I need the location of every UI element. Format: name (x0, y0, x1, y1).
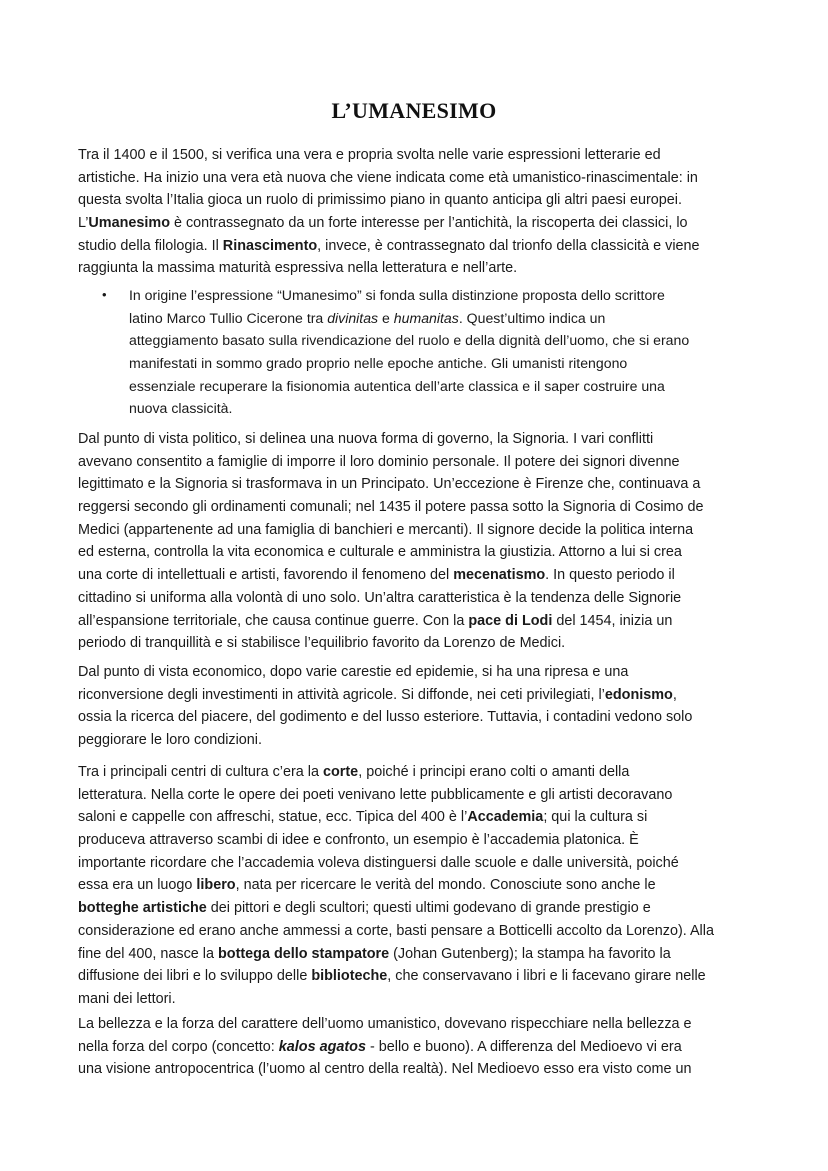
bold-term: botteghe artistiche (78, 900, 207, 917)
text-line: studio della filologia. Il Rinascimento, invece, è contrassegnato dal trionfo della classicità e viene (78, 237, 700, 254)
text-line: fine del 400, nasce la bottega dello stampatore (Johan Gutenberg); la stampa ha favorito la (78, 945, 671, 962)
paragraph-intro (78, 144, 753, 280)
text-line: Tra i principali centri di cultura c’era la corte, poiché i principi erano colti o amanti della (78, 764, 630, 780)
text-line: Medici (appartenente ad una famiglia di banchieri e mercanti). Il signore decide la politica interna (78, 521, 694, 538)
text-line: mani dei lettori. (78, 990, 176, 1007)
bold-term: mecenatismo (453, 567, 546, 584)
text-line: all’espansione territoriale, che causa continue guerre. Con la pace di Lodi del 1454, inizia un (78, 612, 673, 629)
text-line: una corte di intellettuali e artisti, favorendo il fenomeno del mecenatismo. In questo periodo il (78, 567, 675, 584)
text-line: essenziale recuperare la fisionomia autentica dell’arte classica e il saper costruire una (129, 377, 665, 394)
text-line: manifestati in sommo grado proprio nelle epoche antiche. Gli umanisti ritengono (129, 355, 628, 372)
text-line: cittadino si uniforma alla volontà di uno solo. Un’altra caratteristica è la tendenza delle Signorie (78, 589, 682, 606)
bold-term: pace di Lodi (468, 612, 553, 629)
text-line: ossia la ricerca del piacere, del godimento e del lusso esteriore. Tuttavia, i contadini vedono solo (78, 709, 693, 726)
text-line: saloni e cappelle con affreschi, statue, ecc. Tipica del 400 è l’Accademia; qui la cultura si (78, 809, 648, 826)
paragraph-culture (78, 761, 753, 1011)
italic-term: divinitas (327, 309, 379, 326)
text-line: letteratura. Nella corte le opere dei poeti venivano lette pubblicamente e gli artisti decoravano (78, 786, 673, 803)
bold-term: Rinascimento (222, 237, 318, 254)
text-line: ed esterna, controlla la vita economica e culturale e amministra la giustizia. Attorno a lui si crea (78, 544, 682, 561)
text-line: importante ricordare che l’accademia voleva distinguersi dalle scuole e dalle università, poiché (78, 854, 679, 871)
text-line: L’Umanesimo è contrassegnato da un forte interesse per l’antichità, la riscoperta dei classici, lo (78, 215, 688, 232)
text-line: diffusione dei libri e lo sviluppo delle biblioteche, che conservavano i libri e li facevano girare nelle (78, 968, 706, 985)
text-line: botteghe artistiche dei pittori e degli scultori; questi ultimi godevano di grande prestigio e (78, 900, 651, 917)
paragraph-economy (78, 661, 753, 752)
text-line: essa era un luogo libero, nata per ricercare le verità del mondo. Conosciute sono anche le (78, 877, 656, 894)
text-line: La bellezza e la forza del carattere dell’uomo umanistico, dovevano rispecchiare nella bellezza e (78, 1016, 692, 1032)
text-line: Dal punto di vista economico, dopo varie carestie ed epidemie, si ha una ripresa e una (78, 664, 629, 680)
bold-term: bottega dello stampatore (218, 945, 390, 962)
text-line: nella forza del corpo (concetto: kalos agatos - bello e buono). A differenza del Medioevo vi era (78, 1038, 682, 1055)
text-line: raggiunta la massima maturità espressiva nella letteratura e nell’arte. (78, 260, 518, 277)
text-line: una visione antropocentrica (l’uomo al centro della realtà). Nel Medioevo esso era visto come un (78, 1061, 692, 1078)
bold-term: corte (323, 764, 359, 780)
text-line: reggersi secondo gli ordinamenti comunali; nel 1435 il potere passa sotto la Signoria di Cosimo de (78, 499, 704, 516)
text-line: produceva attraverso scambi di idee e confronto, un esempio è l’accademia platonica. È (78, 832, 639, 849)
paragraph-beauty (78, 1013, 753, 1081)
text-line: legittimato e la Signoria si trasformava in un Principato. Un’eccezione è Firenze che, continuava a (78, 476, 701, 493)
text-line: Tra il 1400 e il 1500, si verifica una vera e propria svolta nelle varie espressioni letterarie ed (78, 147, 661, 163)
text-line: latino Marco Tullio Cicerone tra divinitas e humanitas. Quest’ultimo indica un (129, 309, 606, 326)
italic-term: humanitas (393, 309, 459, 326)
text-line: Dal punto di vista politico, si delinea una nuova forma di governo, la Signoria. I vari conflitti (78, 431, 654, 447)
text-line: peggiorare le loro condizioni. (78, 732, 262, 749)
bold-term: Accademia (467, 809, 544, 826)
text-line: riconversione degli investimenti in attività agricole. Si diffonde, nei ceti privilegiati, l’edonismo, (78, 686, 677, 703)
bold-italic-term: kalos agatos (278, 1038, 366, 1055)
text-line: periodo di tranquillità e si stabilisce l’equilibrio favorito da Lorenzo de Medici. (78, 635, 566, 652)
bold-term: libero (196, 877, 236, 894)
text-line: atteggiamento basato sulla rivendicazione del ruolo e della dignità dell’uomo, che si erano (129, 332, 690, 349)
text-line: artistiche. Ha inizio una vera età nuova che viene indicata come età umanistico-rinascimentale: in (78, 169, 698, 186)
bold-term: Umanesimo (88, 215, 170, 232)
text-line: In origine l’espressione “Umanesimo” si fonda sulla distinzione proposta dello scrittore (129, 287, 665, 303)
text-line: considerazione ed erano anche ammessi a corte, basti pensare a Botticelli accolto da Lorenzo). Alla (78, 922, 714, 939)
text-line: nuova classicità. (129, 400, 233, 417)
bold-term: biblioteche (311, 968, 388, 985)
text-line: questa svolta l’Italia gioca un ruolo di primissimo piano in quanto anticipa gli altri paesi europei. (78, 192, 682, 209)
page-title: L’UMANESIMO (331, 98, 497, 123)
bullet-icon: • (102, 287, 107, 302)
paragraph-politics (78, 428, 753, 655)
bold-term: edonismo (604, 686, 673, 703)
bullet-text (129, 284, 689, 420)
text-line: avevano consentito a famiglie di imporre il loro dominio personale. Il potere dei signori divenne (78, 453, 680, 470)
